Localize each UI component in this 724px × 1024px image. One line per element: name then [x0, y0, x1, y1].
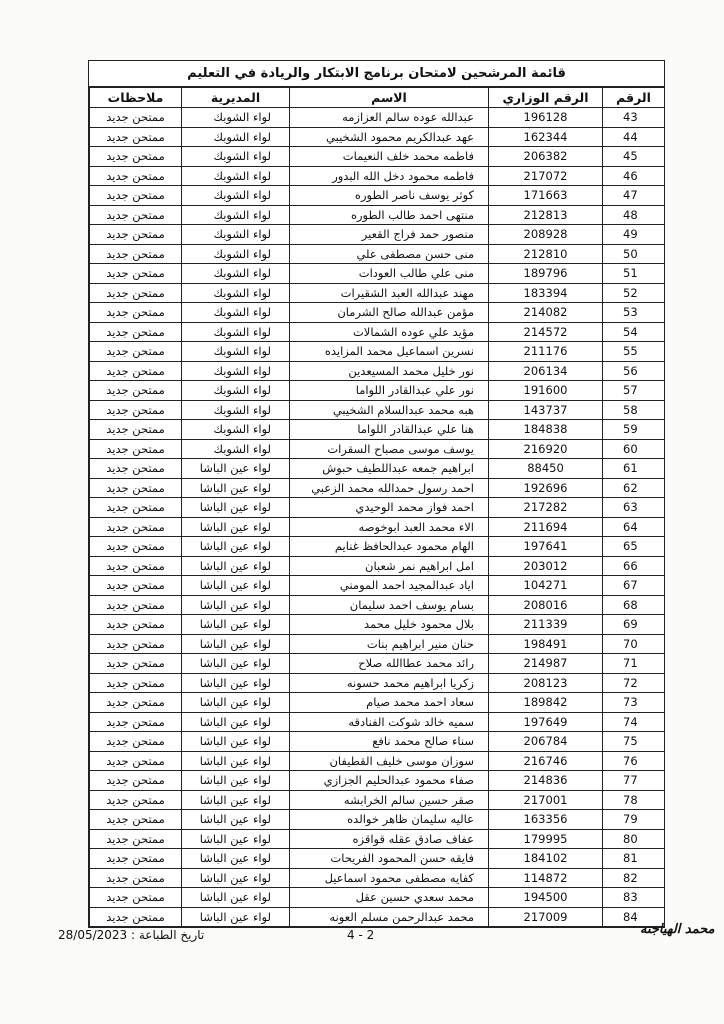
cell-ministry-id: 214082: [489, 303, 603, 323]
table-row: [90, 498, 665, 518]
header-name: الاسم: [290, 88, 489, 108]
cell-directorate: لواء الشوبك: [182, 342, 290, 362]
cell-number: 80: [603, 829, 665, 849]
cell-notes: ممتحن جديد: [90, 342, 182, 362]
cell-notes: ممتحن جديد: [90, 517, 182, 537]
cell-directorate: لواء عين الباشا: [182, 693, 290, 713]
table-row: [90, 303, 665, 323]
cell-number: 44: [603, 127, 665, 147]
cell-name: امل ابراهيم نمر شعبان: [290, 556, 489, 576]
cell-ministry-id: 216920: [489, 439, 603, 459]
cell-directorate: لواء عين الباشا: [182, 654, 290, 674]
table-row: [90, 322, 665, 342]
table-row: [90, 810, 665, 830]
cell-number: 51: [603, 264, 665, 284]
cell-name: ابراهيم جمعه عبداللطيف حبوش: [290, 459, 489, 479]
cell-ministry-id: 191600: [489, 381, 603, 401]
cell-name: منى علي طالب العودات: [290, 264, 489, 284]
cell-name: منتهى احمد طالب الطوره: [290, 205, 489, 225]
cell-ministry-id: 184102: [489, 849, 603, 869]
cell-number: 81: [603, 849, 665, 869]
cell-name: احمد فواز محمد الوحيدي: [290, 498, 489, 518]
cell-name: مؤمن عبدالله صالح الشرمان: [290, 303, 489, 323]
cell-directorate: لواء الشوبك: [182, 186, 290, 206]
table-row: [90, 517, 665, 537]
cell-directorate: لواء عين الباشا: [182, 829, 290, 849]
cell-ministry-id: 211694: [489, 517, 603, 537]
cell-directorate: لواء الشوبك: [182, 147, 290, 167]
table-row: [90, 186, 665, 206]
cell-name: محمد عبدالرحمن مسلم العونه: [290, 907, 489, 927]
cell-name: منصور حمد فراج القعير: [290, 225, 489, 245]
cell-ministry-id: 217001: [489, 790, 603, 810]
cell-name: سعاد احمد محمد صيام: [290, 693, 489, 713]
cell-number: 50: [603, 244, 665, 264]
cell-number: 71: [603, 654, 665, 674]
table-row: [90, 400, 665, 420]
cell-name: الهام محمود عبدالحافظ غنايم: [290, 537, 489, 557]
table-row: [90, 673, 665, 693]
cell-name: فايقه حسن المحمود الفريحات: [290, 849, 489, 869]
cell-ministry-id: 206784: [489, 732, 603, 752]
table-row: [90, 264, 665, 284]
cell-notes: ممتحن جديد: [90, 322, 182, 342]
table-row: [90, 420, 665, 440]
cell-notes: ممتحن جديد: [90, 400, 182, 420]
table-row: [90, 595, 665, 615]
cell-notes: ممتحن جديد: [90, 712, 182, 732]
cell-directorate: لواء عين الباشا: [182, 732, 290, 752]
cell-ministry-id: 211339: [489, 615, 603, 635]
cell-notes: ممتحن جديد: [90, 654, 182, 674]
cell-name: سوزان موسى خليف القطيفان: [290, 751, 489, 771]
cell-number: 60: [603, 439, 665, 459]
cell-ministry-id: 216746: [489, 751, 603, 771]
cell-name: بسام يوسف احمد سليمان: [290, 595, 489, 615]
cell-directorate: لواء الشوبك: [182, 439, 290, 459]
cell-directorate: لواء الشوبك: [182, 264, 290, 284]
cell-number: 74: [603, 712, 665, 732]
cell-notes: ممتحن جديد: [90, 595, 182, 615]
table-row: [90, 283, 665, 303]
table-row: [90, 361, 665, 381]
cell-directorate: لواء عين الباشا: [182, 576, 290, 596]
cell-notes: ممتحن جديد: [90, 264, 182, 284]
table-row: [90, 771, 665, 791]
table-row: [90, 459, 665, 479]
cell-ministry-id: 214836: [489, 771, 603, 791]
cell-notes: ممتحن جديد: [90, 907, 182, 927]
cell-name: نور خليل محمد المسيعدين: [290, 361, 489, 381]
cell-notes: ممتحن جديد: [90, 888, 182, 908]
cell-ministry-id: 114872: [489, 868, 603, 888]
cell-number: 43: [603, 108, 665, 128]
cell-notes: ممتحن جديد: [90, 147, 182, 167]
cell-notes: ممتحن جديد: [90, 868, 182, 888]
cell-name: نسرين اسماعيل محمد المزايده: [290, 342, 489, 362]
cell-ministry-id: 203012: [489, 556, 603, 576]
table-body: [90, 108, 665, 927]
cell-number: 55: [603, 342, 665, 362]
cell-name: نور علي عبدالقادر اللواما: [290, 381, 489, 401]
cell-number: 58: [603, 400, 665, 420]
candidates-table-frame: [88, 60, 665, 928]
cell-number: 69: [603, 615, 665, 635]
cell-name: سناء صالح محمد نافع: [290, 732, 489, 752]
cell-ministry-id: 162344: [489, 127, 603, 147]
table-row: [90, 888, 665, 908]
table-row: [90, 790, 665, 810]
cell-number: 67: [603, 576, 665, 596]
cell-ministry-id: 208016: [489, 595, 603, 615]
cell-name: كوثر يوسف ناصر الطوره: [290, 186, 489, 206]
signature: محمد الهياجنه: [640, 922, 715, 937]
cell-directorate: لواء عين الباشا: [182, 673, 290, 693]
cell-notes: ممتحن جديد: [90, 810, 182, 830]
cell-notes: ممتحن جديد: [90, 166, 182, 186]
cell-number: 77: [603, 771, 665, 791]
cell-directorate: لواء عين الباشا: [182, 459, 290, 479]
cell-directorate: لواء الشوبك: [182, 420, 290, 440]
cell-ministry-id: 88450: [489, 459, 603, 479]
cell-notes: ممتحن جديد: [90, 849, 182, 869]
cell-notes: ممتحن جديد: [90, 381, 182, 401]
cell-directorate: لواء الشوبك: [182, 225, 290, 245]
cell-ministry-id: 212810: [489, 244, 603, 264]
cell-notes: ممتحن جديد: [90, 498, 182, 518]
cell-number: 57: [603, 381, 665, 401]
table-row: [90, 615, 665, 635]
table-row: [90, 907, 665, 927]
cell-ministry-id: 192696: [489, 478, 603, 498]
cell-directorate: لواء عين الباشا: [182, 771, 290, 791]
cell-directorate: لواء الشوبك: [182, 322, 290, 342]
table-row: [90, 381, 665, 401]
cell-directorate: لواء عين الباشا: [182, 556, 290, 576]
cell-name: هبه محمد عبدالسلام الشخيبي: [290, 400, 489, 420]
cell-number: 46: [603, 166, 665, 186]
cell-directorate: لواء عين الباشا: [182, 478, 290, 498]
cell-directorate: لواء الشوبك: [182, 303, 290, 323]
table-row: [90, 342, 665, 362]
table-row: [90, 693, 665, 713]
cell-notes: ممتحن جديد: [90, 771, 182, 791]
cell-ministry-id: 143737: [489, 400, 603, 420]
cell-ministry-id: 197641: [489, 537, 603, 557]
cell-number: 84: [603, 907, 665, 927]
cell-notes: ممتحن جديد: [90, 127, 182, 147]
cell-directorate: لواء عين الباشا: [182, 498, 290, 518]
cell-notes: ممتحن جديد: [90, 693, 182, 713]
cell-name: منى حسن مصطفى علي: [290, 244, 489, 264]
cell-ministry-id: 217282: [489, 498, 603, 518]
cell-number: 83: [603, 888, 665, 908]
cell-ministry-id: 214572: [489, 322, 603, 342]
table-row: [90, 556, 665, 576]
cell-number: 65: [603, 537, 665, 557]
cell-ministry-id: 194500: [489, 888, 603, 908]
cell-notes: ممتحن جديد: [90, 283, 182, 303]
cell-directorate: لواء عين الباشا: [182, 517, 290, 537]
cell-notes: ممتحن جديد: [90, 225, 182, 245]
cell-notes: ممتحن جديد: [90, 790, 182, 810]
cell-number: 78: [603, 790, 665, 810]
cell-name: الاء محمد العبد ابوخوصه: [290, 517, 489, 537]
cell-number: 59: [603, 420, 665, 440]
cell-name: مهند عبدالله العبد الشقيرات: [290, 283, 489, 303]
cell-name: عفاف صادق عقله قواقزه: [290, 829, 489, 849]
cell-notes: ممتحن جديد: [90, 420, 182, 440]
cell-directorate: لواء الشوبك: [182, 127, 290, 147]
cell-name: زكريا ابراهيم محمد حسونه: [290, 673, 489, 693]
cell-number: 54: [603, 322, 665, 342]
cell-number: 70: [603, 634, 665, 654]
cell-ministry-id: 104271: [489, 576, 603, 596]
table-row: [90, 166, 665, 186]
cell-number: 79: [603, 810, 665, 830]
cell-ministry-id: 217072: [489, 166, 603, 186]
cell-ministry-id: 196128: [489, 108, 603, 128]
cell-directorate: لواء عين الباشا: [182, 849, 290, 869]
cell-ministry-id: 214987: [489, 654, 603, 674]
cell-name: اياد عبدالمجيد احمد المومني: [290, 576, 489, 596]
cell-name: محمد سعدي حسين عقل: [290, 888, 489, 908]
cell-name: صقر حسين سالم الخرابشه: [290, 790, 489, 810]
cell-directorate: لواء الشوبك: [182, 108, 290, 128]
cell-notes: ممتحن جديد: [90, 478, 182, 498]
cell-notes: ممتحن جديد: [90, 673, 182, 693]
table-row: [90, 205, 665, 225]
cell-number: 48: [603, 205, 665, 225]
cell-number: 64: [603, 517, 665, 537]
cell-directorate: لواء عين الباشا: [182, 751, 290, 771]
cell-name: مؤيد علي عوده الشمالات: [290, 322, 489, 342]
cell-name: فاطمه محمد خلف النعيمات: [290, 147, 489, 167]
cell-number: 68: [603, 595, 665, 615]
cell-directorate: لواء الشوبك: [182, 381, 290, 401]
cell-number: 47: [603, 186, 665, 206]
cell-notes: ممتحن جديد: [90, 751, 182, 771]
page-number: 4 - 2: [347, 928, 375, 942]
print-date: تاريخ الطباعة : 28/05/2023: [58, 928, 205, 942]
cell-notes: ممتحن جديد: [90, 439, 182, 459]
cell-number: 72: [603, 673, 665, 693]
table-row: [90, 868, 665, 888]
cell-name: عاليه سليمان ظاهر خوالده: [290, 810, 489, 830]
header-ministry-id: الرقم الوزاري: [489, 88, 603, 108]
cell-name: حنان منير ابراهيم بنات: [290, 634, 489, 654]
cell-ministry-id: 208123: [489, 673, 603, 693]
cell-number: 82: [603, 868, 665, 888]
cell-notes: ممتحن جديد: [90, 303, 182, 323]
table-row: [90, 108, 665, 128]
cell-name: هنا علي عبدالقادر اللواما: [290, 420, 489, 440]
cell-number: 49: [603, 225, 665, 245]
cell-ministry-id: 206134: [489, 361, 603, 381]
header-number: الرقم: [603, 88, 665, 108]
document-title: قائمة المرشحين لامتحان برنامج الابتكار والريادة في التعليم: [89, 61, 664, 87]
cell-ministry-id: 217009: [489, 907, 603, 927]
table-row: [90, 634, 665, 654]
cell-number: 52: [603, 283, 665, 303]
header-notes: ملاحظات: [90, 88, 182, 108]
cell-directorate: لواء عين الباشا: [182, 634, 290, 654]
cell-number: 75: [603, 732, 665, 752]
table-row: [90, 127, 665, 147]
cell-notes: ممتحن جديد: [90, 186, 182, 206]
cell-ministry-id: 163356: [489, 810, 603, 830]
cell-notes: ممتحن جديد: [90, 556, 182, 576]
table-row: [90, 147, 665, 167]
table-row: [90, 712, 665, 732]
cell-name: صفاء محمود عبدالحليم الجزازي: [290, 771, 489, 791]
cell-number: 45: [603, 147, 665, 167]
cell-ministry-id: 211176: [489, 342, 603, 362]
table-row: [90, 732, 665, 752]
cell-notes: ممتحن جديد: [90, 205, 182, 225]
cell-directorate: لواء عين الباشا: [182, 810, 290, 830]
cell-notes: ممتحن جديد: [90, 634, 182, 654]
cell-ministry-id: 171663: [489, 186, 603, 206]
table-row: [90, 849, 665, 869]
cell-directorate: لواء الشوبك: [182, 283, 290, 303]
cell-directorate: لواء الشوبك: [182, 205, 290, 225]
cell-number: 73: [603, 693, 665, 713]
table-row: [90, 244, 665, 264]
cell-directorate: لواء عين الباشا: [182, 537, 290, 557]
cell-number: 76: [603, 751, 665, 771]
cell-notes: ممتحن جديد: [90, 244, 182, 264]
cell-name: رائد محمد عطاالله صلاح: [290, 654, 489, 674]
table-row: [90, 439, 665, 459]
cell-ministry-id: 184838: [489, 420, 603, 440]
table-row: [90, 751, 665, 771]
header-directorate: المديرية: [182, 88, 290, 108]
cell-directorate: لواء عين الباشا: [182, 907, 290, 927]
cell-directorate: لواء عين الباشا: [182, 868, 290, 888]
cell-directorate: لواء عين الباشا: [182, 790, 290, 810]
cell-number: 63: [603, 498, 665, 518]
cell-directorate: لواء عين الباشا: [182, 615, 290, 635]
cell-ministry-id: 189796: [489, 264, 603, 284]
cell-ministry-id: 183394: [489, 283, 603, 303]
cell-name: عهد عبدالكريم محمود الشخيبي: [290, 127, 489, 147]
cell-name: عبدالله عوده سالم العزازمه: [290, 108, 489, 128]
cell-notes: ممتحن جديد: [90, 829, 182, 849]
candidates-table: [89, 87, 665, 927]
table-row: [90, 576, 665, 596]
cell-notes: ممتحن جديد: [90, 576, 182, 596]
cell-ministry-id: 189842: [489, 693, 603, 713]
table-row: [90, 654, 665, 674]
table-row: [90, 537, 665, 557]
cell-directorate: لواء عين الباشا: [182, 888, 290, 908]
cell-directorate: لواء الشوبك: [182, 400, 290, 420]
cell-notes: ممتحن جديد: [90, 615, 182, 635]
cell-notes: ممتحن جديد: [90, 732, 182, 752]
cell-directorate: لواء الشوبك: [182, 361, 290, 381]
cell-directorate: لواء عين الباشا: [182, 595, 290, 615]
cell-ministry-id: 179995: [489, 829, 603, 849]
cell-ministry-id: 208928: [489, 225, 603, 245]
cell-name: يوسف موسى مصباح السقرات: [290, 439, 489, 459]
cell-number: 53: [603, 303, 665, 323]
cell-notes: ممتحن جديد: [90, 459, 182, 479]
cell-number: 61: [603, 459, 665, 479]
cell-ministry-id: 206382: [489, 147, 603, 167]
cell-name: بلال محمود خليل محمد: [290, 615, 489, 635]
cell-number: 62: [603, 478, 665, 498]
cell-notes: ممتحن جديد: [90, 108, 182, 128]
cell-notes: ممتحن جديد: [90, 537, 182, 557]
cell-ministry-id: 212813: [489, 205, 603, 225]
cell-directorate: لواء الشوبك: [182, 166, 290, 186]
cell-notes: ممتحن جديد: [90, 361, 182, 381]
cell-number: 66: [603, 556, 665, 576]
table-row: [90, 829, 665, 849]
cell-ministry-id: 198491: [489, 634, 603, 654]
cell-name: كفايه مصطفى محمود اسماعيل: [290, 868, 489, 888]
cell-name: سميه خالد شوكت الفنادقه: [290, 712, 489, 732]
table-row: [90, 225, 665, 245]
cell-name: فاطمه محمود دخل الله البدور: [290, 166, 489, 186]
cell-directorate: لواء عين الباشا: [182, 712, 290, 732]
cell-name: احمد رسول حمدالله محمد الزعبي: [290, 478, 489, 498]
table-header-row: [90, 88, 665, 108]
cell-number: 56: [603, 361, 665, 381]
table-row: [90, 478, 665, 498]
cell-ministry-id: 197649: [489, 712, 603, 732]
cell-directorate: لواء الشوبك: [182, 244, 290, 264]
